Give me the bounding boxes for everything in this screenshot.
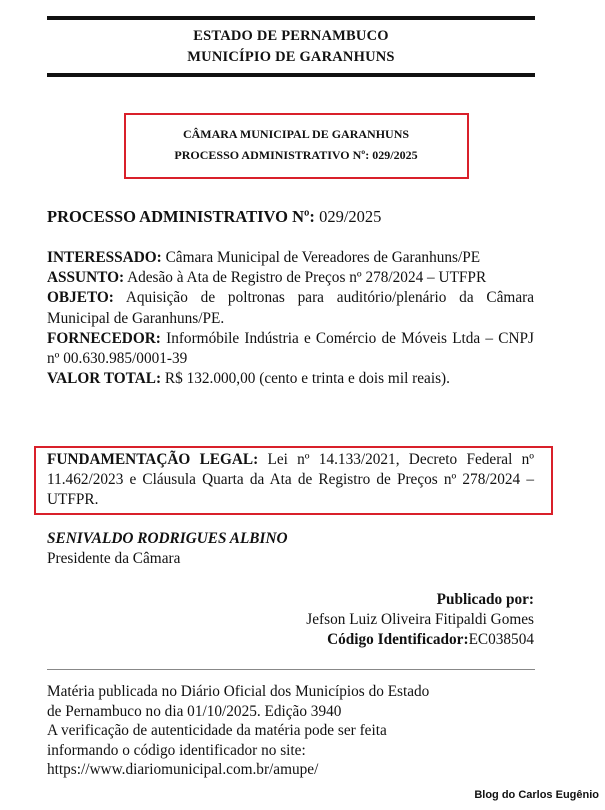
signature-block xyxy=(47,529,288,569)
field-label: FORNECEDOR: xyxy=(47,329,161,347)
blog-watermark: Blog do Carlos Eugênio xyxy=(474,789,599,801)
field-value: Informóbile Indústria e Comércio de Móveis Ltda – CNPJ nº 00.630.985/0001-39 xyxy=(47,329,534,368)
footer-line: de Pernambuco no dia 01/10/2025. Edição 3940 xyxy=(47,702,342,720)
field-value: Aquisição de poltronas para auditório/plenário da Câmara Municipal de Garanhuns/PE. xyxy=(47,289,534,327)
field-interessado xyxy=(47,248,534,268)
header-state: ESTADO DE PERNAMBUCO xyxy=(193,28,389,44)
process-title-value: 029/2025 xyxy=(319,207,382,226)
field-label: FUNDAMENTAÇÃO LEGAL: xyxy=(47,451,259,468)
field-label: VALOR TOTAL: xyxy=(47,370,162,388)
header-municipality: MUNICÍPIO DE GARANHUNS xyxy=(187,49,395,65)
field-value: Lei nº 14.133/2021, Decreto Federal nº 11.462/2023 e Cláusula Quarta da Ata de Registro de Preços nº 278/2024 – UTFPR. xyxy=(47,451,534,509)
field-fundamentacao xyxy=(47,450,534,511)
document-header xyxy=(47,26,535,68)
footer-line: informando o código identificador no site: xyxy=(47,741,306,759)
header-bottom-rule xyxy=(47,73,535,77)
publication-block xyxy=(134,590,534,650)
verification-url[interactable]: https://www.diariomunicipal.com.br/amupe/ xyxy=(47,761,319,778)
chamber-heading xyxy=(128,124,464,166)
identifier-label: Código Identificador: xyxy=(327,631,469,648)
published-by-label: Publicado por: xyxy=(436,591,534,608)
footer-line: Matéria publicada no Diário Oficial dos Municípios do Estado xyxy=(47,683,430,700)
legal-basis xyxy=(47,450,534,511)
field-objeto xyxy=(47,288,534,328)
field-fornecedor xyxy=(47,329,534,369)
process-details xyxy=(47,248,534,389)
field-label: OBJETO: xyxy=(47,289,114,307)
field-assunto xyxy=(47,268,534,288)
chamber-name: CÂMARA MUNICIPAL DE GARANHUNS xyxy=(182,127,410,141)
footer-note xyxy=(47,682,537,780)
field-value: Adesão à Ata de Registro de Preços nº 278/2024 – UTFPR xyxy=(127,269,487,287)
signatory-role: Presidente da Câmara xyxy=(47,550,181,567)
process-title-label: PROCESSO ADMINISTRATIVO Nº: xyxy=(47,207,315,226)
header-top-rule xyxy=(47,16,535,20)
footer-line: A verificação de autenticidade da matéria pode ser feita xyxy=(47,722,387,739)
identifier-code: EC038504 xyxy=(468,631,534,648)
field-label: ASSUNTO: xyxy=(47,269,125,287)
process-title xyxy=(47,207,381,227)
field-value: Câmara Municipal de Vereadores de Garanhuns/PE xyxy=(165,249,481,266)
field-label: INTERESSADO: xyxy=(47,249,162,266)
footer-rule xyxy=(47,669,535,670)
field-valor-total xyxy=(47,369,534,389)
chamber-process-number: PROCESSO ADMINISTRATIVO Nº: 029/2025 xyxy=(174,148,418,162)
publisher-name: Jefson Luiz Oliveira Fitipaldi Gomes xyxy=(306,611,534,628)
signatory-name: SENIVALDO RODRIGUES ALBINO xyxy=(47,530,288,547)
field-value: R$ 132.000,00 (cento e trinta e dois mil reais). xyxy=(164,370,450,388)
